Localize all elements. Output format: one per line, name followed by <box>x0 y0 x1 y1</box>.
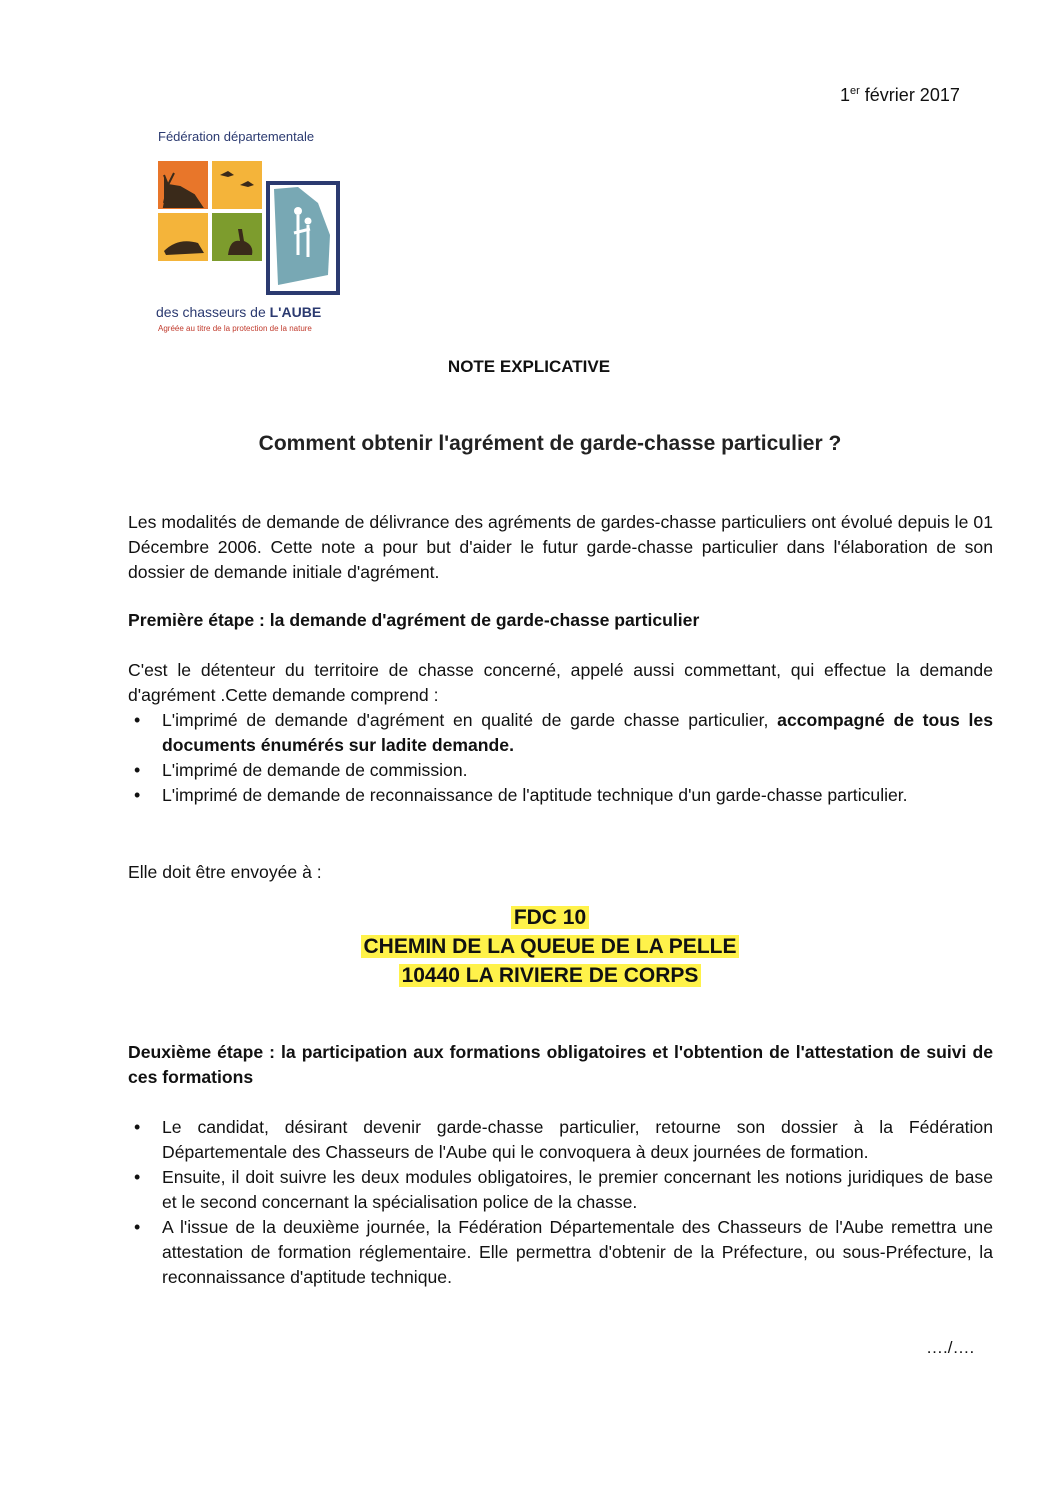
step1-paragraph: C'est le détenteur du territoire de chasse concerné, appelé aussi commettant, qui effectue la demande d'agrément .Cette demande comprend : <box>128 660 993 705</box>
address-block <box>0 903 1058 990</box>
logo-top-text: Fédération départementale <box>158 129 315 144</box>
address-line-3: 10440 LA RIVIERE DE CORPS <box>399 964 702 987</box>
note-title: NOTE EXPLICATIVE <box>447 357 611 376</box>
list-item: • Le candidat, désirant devenir garde-chasse particulier, retourne son dossier à la Fédération Départementale des Chasseurs de l'Aube qui le convoquera à deux journées de formation. <box>134 1117 993 1162</box>
bullet-icon: • <box>134 1217 141 1237</box>
continuation-mark: …./…. <box>926 1338 975 1357</box>
address-line-2: CHEMIN DE LA QUEUE DE LA PELLE <box>361 935 740 958</box>
logo-bottom-text: des chasseurs de L'AUBE <box>156 304 322 320</box>
list-item: • A l'issue de la deuxième journée, la Fédération Départementale des Chasseurs de l'Aube remettra une attestation de formation réglementaire. Elle permettra d'obtenir de la Préfecture, ou sous-Préfecture, la reconnaissance d'aptitude technique. <box>134 1217 993 1287</box>
step2-heading: Deuxième étape : la participation aux formations obligatoires et l'obtention de l'attestation de suivi de ces formations <box>128 1042 993 1087</box>
bullet-icon: • <box>134 1167 141 1187</box>
main-title: Comment obtenir l'agrément de garde-chasse particulier ? <box>258 432 842 455</box>
bullet-icon: • <box>134 785 141 805</box>
federation-logo <box>150 125 345 340</box>
intro-paragraph: Les modalités de demande de délivrance des agréments de gardes-chasse particuliers ont évolué depuis le 01 Décembre 2006. Cette note a pour but d'aider le futur garde-chasse particulier dans l'élaboration de son dossier de demande initiale d'agrément. <box>128 512 993 582</box>
bullet-icon: • <box>134 760 141 780</box>
step2-list <box>128 1115 993 1290</box>
address-line-1: FDC 10 <box>511 906 589 929</box>
send-to-text: Elle doit être envoyée à : <box>128 862 322 882</box>
list-item: • L'imprimé de demande d'agrément en qualité de garde chasse particulier, accompagné de tous les documents énumérés sur ladite demande. <box>134 710 993 755</box>
step1-heading: Première étape : la demande d'agrément de garde-chasse particulier <box>128 610 700 630</box>
logo-wildlife-artwork <box>158 155 340 297</box>
bullet-icon: • <box>134 1117 141 1137</box>
bullet-icon: • <box>134 710 141 730</box>
logo-tagline: Agréée au titre de la protection de la nature <box>158 324 312 333</box>
list-item: • Ensuite, il doit suivre les deux modules obligatoires, le premier concernant les notions juridiques de base et le second concernant la spécialisation police de la chasse. <box>134 1167 993 1212</box>
list-item: • L'imprimé de demande de reconnaissance de l'aptitude technique d'un garde-chasse particulier. <box>128 783 993 808</box>
document-date: 1er février 2017 <box>840 85 960 105</box>
list-item: • L'imprimé de demande de commission. <box>128 758 993 783</box>
step1-list <box>128 708 993 808</box>
